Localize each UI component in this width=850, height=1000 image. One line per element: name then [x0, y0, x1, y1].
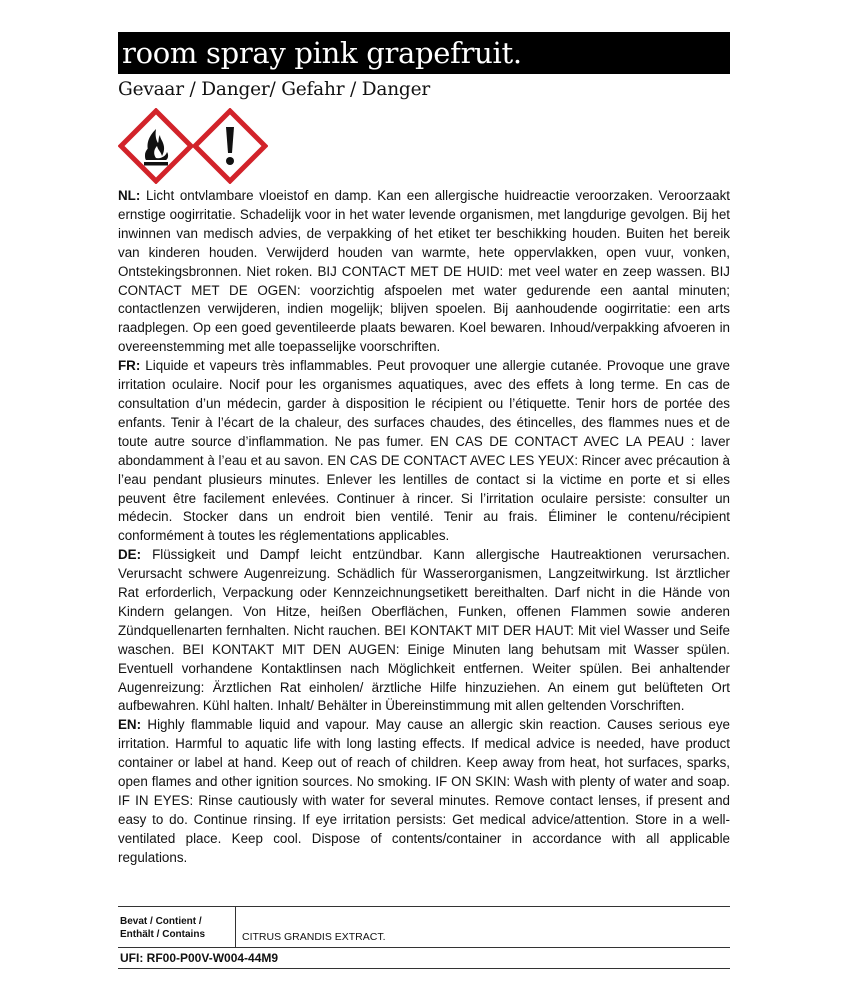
- lang-code: EN:: [118, 717, 142, 733]
- contains-value: CITRUS GRANDIS EXTRACT.: [242, 931, 386, 943]
- contains-label-line2: Enthält / Contains: [120, 929, 205, 940]
- section-text: Highly flammable liquid and vapour. May cause an allergic skin reaction. Causes serious eye irritation. Harmful to aquatic life with long lasting effects. If medical advice is needed, have product container or label at hand. Keep out of reach of children. Keep away from heat, hot surfaces, sparks, open flames and other ignition sources. No smoking. IF ON SKIN: Wash with plenty of water and soap. IF IN EYES: Rinse cautiously with water for several minutes. Remove contact lenses, if present and easy to do. Continue rinsing. If eye irritation persists: Get medical advice/attention. Store in a well-ventilated place. Keep cool. Dispose of contents/container in accordance with all applicable regulations.: [118, 717, 730, 865]
- label-document: [118, 32, 730, 868]
- product-title: room spray pink grapefruit.: [118, 32, 730, 74]
- hazard-pictograms: [118, 108, 730, 184]
- exclamation-hazard-icon: [192, 108, 268, 184]
- section-text: Flüssigkeit und Dampf leicht entzündbar. Kann allergische Hautreaktionen verursachen. Verursacht schwere Augenreizung. Schädlich für Wasserorganismen, Langzeitwirkung. Ist ärztlicher Rat erforderlich, Verpackung oder Kennzeichnungsetikett bereithalten. Darf nicht in die Hände von Kindern gelangen. Von Hitze, heißen Oberflächen, Funken, offenen Flammen sowie anderen Zündquellenarten fernhalten. Nicht rauchen. BEI KONTAKT MIT DER HAUT: Mit viel Wasser und Seife waschen. BEI KONTAKT MIT DEN AUGEN: Einige Minuten lang behutsam mit Wasser spülen. Eventuell vorhandene Kontaktlinsen nach Möglichkeit entfernen. Weiter spülen. Bei anhaltender Augenreizung: Ärztlichen Rat einholen/ ärztliche Hilfe hinzuziehen. An einem gut belüfteten Ort aufbewahren. Kühl halten. Inhalt/ Behälter in Übereinstimmung mit allen geltenden Vorschriften.: [118, 547, 730, 714]
- ingredients-table: [118, 906, 730, 969]
- contains-row: [118, 906, 730, 948]
- section-de: [118, 546, 730, 716]
- section-en: [118, 716, 730, 867]
- lang-code: FR:: [118, 358, 141, 374]
- section-nl: [118, 187, 730, 357]
- contains-label: [120, 915, 234, 941]
- section-text: Liquide et vapeurs très inflammables. Peut provoquer une allergie cutanée. Provoque une grave irritation oculaire. Nocif pour les organismes aquatiques, avec des effets à long terme. En cas de consultation d’un médecin, garder à disposition le récipient ou l’étiquette. Tenir hors de portée des enfants. Tenir à l’écart de la chaleur, des surfaces chaudes, des étincelles, des flammes nues et de toute autre source d’inflammation. Ne pas fumer. EN CAS DE CONTACT AVEC LA PEAU : laver abondamment à l’eau et au savon. EN CAS DE CONTACT AVEC LES YEUX: Rincer avec précaution à l’eau pendant plusieurs minutes. Enlever les lentilles de contact si la victime en porte et si elles peuvent être facilement enlevées. Continuer à rincer. Si l’irritation oculaire persiste: consulter un médecin. Stocker dans un endroit bien ventilé. Tenir au frais. Éliminer le contenu/récipient conformément à toutes les réglementations applicables.: [118, 358, 730, 544]
- section-text: Licht ontvlambare vloeistof en damp. Kan een allergische huidreactie veroorzaken. Veroorzaakt ernstige oogirritatie. Schadelijk voor in het water levende organismen, met langdurige gevolgen. Bij het inwinnen van medisch advies, de verpakking of het etiket ter beschikking houden. Buiten het bereik van kinderen houden. Verwijderd houden van warmte, hete oppervlakken, open vuur, vonken, Ontstekingsbronnen. Niet roken. BIJ CONTACT MET DE HUID: met veel water en zeep wassen. BIJ CONTACT MET DE OGEN: voorzichtig afspoelen met water gedurende een aantal minuten; contactlenzen verwijderen, indien mogelijk; blijven spoelen. Bij aanhoudende oogirritatie: een arts raadplegen. Op een goed geventileerde plaats bewaren. Koel bewaren. Inhoud/verpakking afvoeren in overeenstemming met alle toepasselijke voorschriften.: [118, 188, 730, 355]
- contains-label-line1: Bevat / Contient /: [120, 916, 202, 927]
- flame-hazard-icon: [118, 108, 194, 184]
- ufi-code: UFI: RF00-P00V-W004-44M9: [118, 948, 730, 969]
- table-divider: [235, 907, 236, 947]
- signal-word: Gevaar / Danger/ Gefahr / Danger: [118, 79, 430, 100]
- section-fr: [118, 357, 730, 546]
- lang-code: DE:: [118, 547, 142, 563]
- lang-code: NL:: [118, 188, 141, 203]
- safety-statements: [118, 187, 730, 868]
